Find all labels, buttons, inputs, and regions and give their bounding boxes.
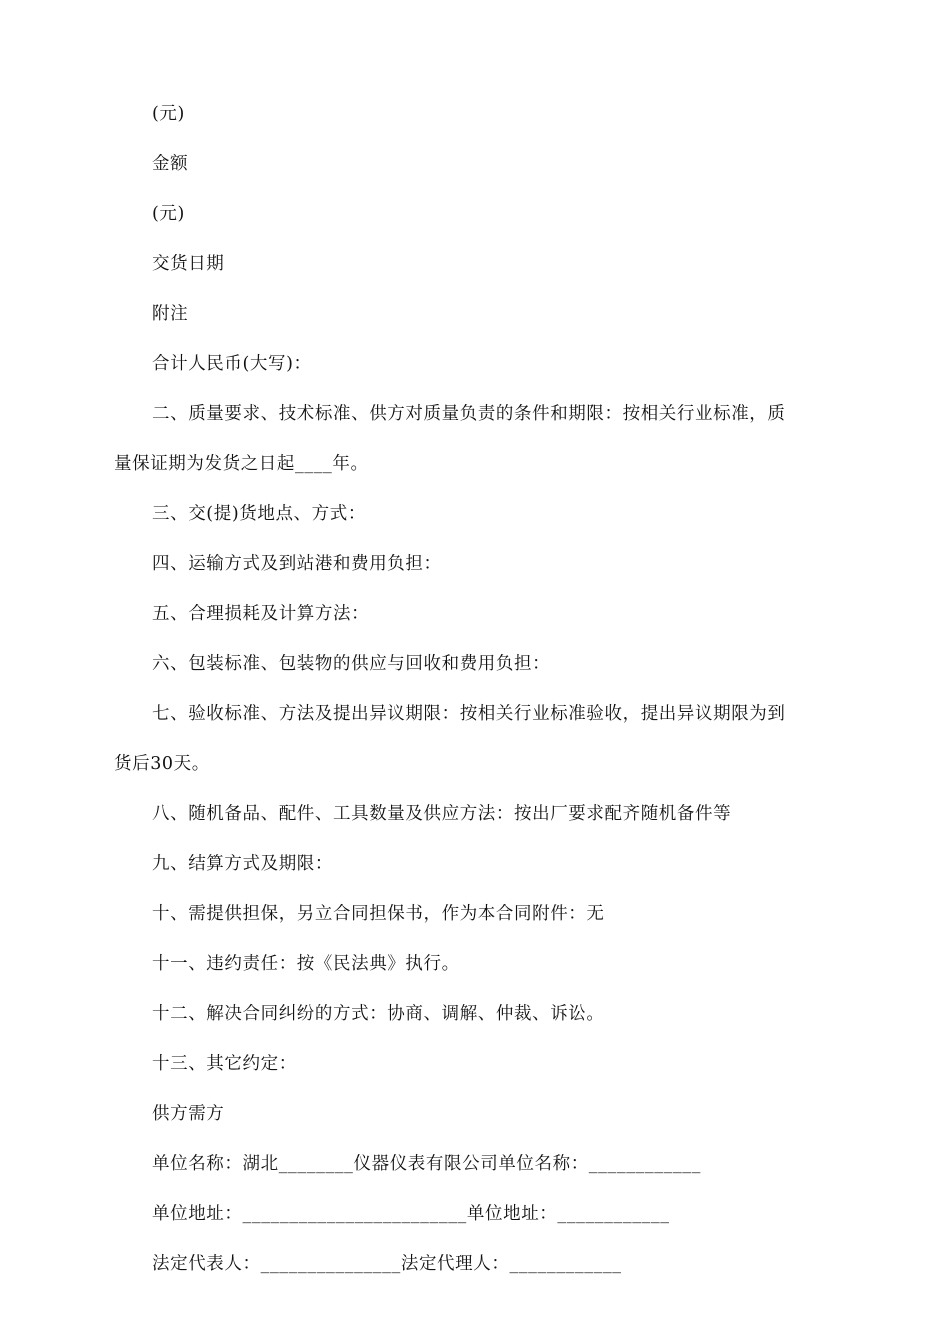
clause-7-line-2: 货后30天。 <box>114 754 210 774</box>
unit-address-line: 单位地址：________________________单位地址：____________ <box>152 1204 670 1224</box>
legal-representative-line: 法定代表人：_______________法定代理人：____________ <box>152 1254 622 1274</box>
clause-7-line-1: 七、验收标准、方法及提出异议期限：按相关行业标准验收，提出异议期限为到 <box>152 704 786 724</box>
text-line: 附注 <box>152 304 189 324</box>
clause-2-line-2: 量保证期为发货之日起____年。 <box>114 454 369 474</box>
clause-6: 六、包装标准、包装物的供应与回收和费用负担： <box>152 654 551 674</box>
clause-12: 十二、解决合同纠纷的方式：协商、调解、仲裁、诉讼。 <box>152 1004 605 1024</box>
unit-name-line: 单位名称：湖北________仪器仪表有限公司单位名称：____________ <box>152 1154 701 1174</box>
clause-5: 五、合理损耗及计算方法： <box>152 604 370 624</box>
clause-8: 八、随机备品、配件、工具数量及供应方法：按出厂要求配齐随机备件等 <box>152 804 732 824</box>
text-line: 合计人民币(大写)： <box>152 354 312 374</box>
clause-11: 十一、违约责任：按《民法典》执行。 <box>152 954 460 974</box>
text-line: 金额 <box>152 154 189 174</box>
text-line: 交货日期 <box>152 254 225 274</box>
clause-2-line-1: 二、质量要求、技术标准、供方对质量负责的条件和期限：按相关行业标准，质 <box>152 404 786 424</box>
clause-13: 十三、其它约定： <box>152 1054 297 1074</box>
clause-4: 四、运输方式及到站港和费用负担： <box>152 554 442 574</box>
parties-heading: 供方需方 <box>152 1104 225 1124</box>
text-line: (元) <box>152 104 185 124</box>
clause-9: 九、结算方式及期限： <box>152 854 333 874</box>
clause-3: 三、交(提)货地点、方式： <box>152 504 366 524</box>
text-line: (元) <box>152 204 185 224</box>
clause-10: 十、需提供担保，另立合同担保书，作为本合同附件：无 <box>152 904 605 924</box>
